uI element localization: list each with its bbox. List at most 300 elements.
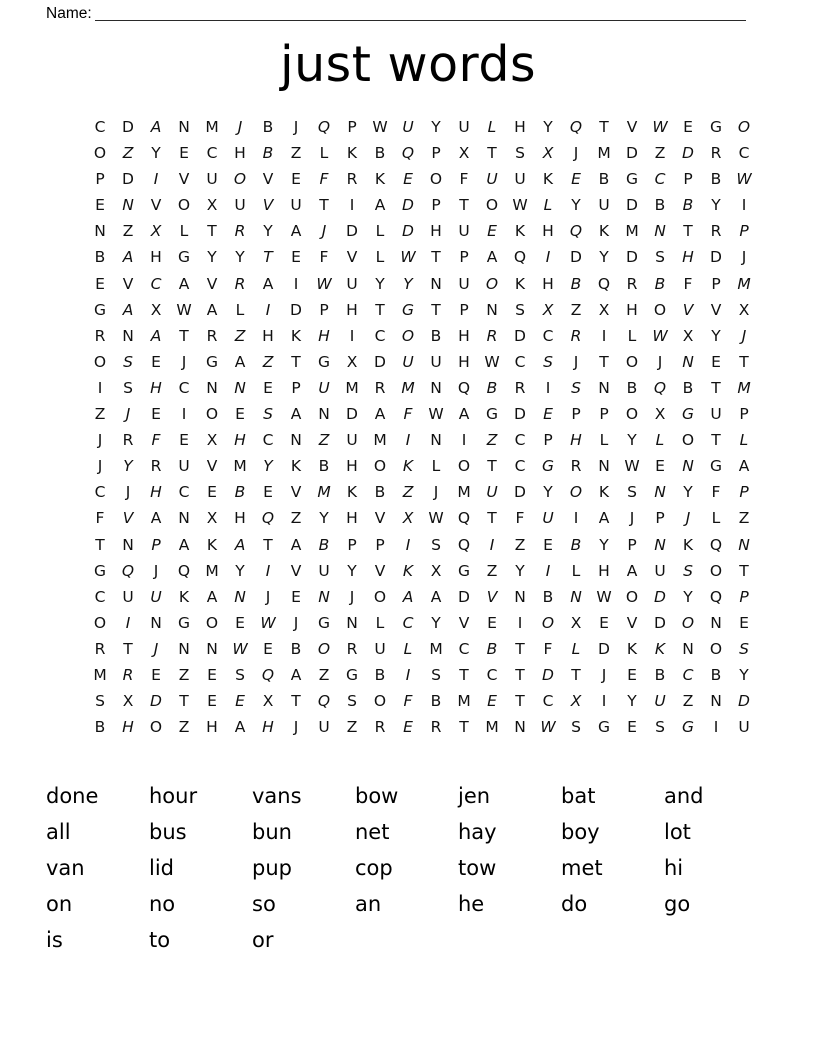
- grid-letter[interactable]: A: [178, 535, 190, 554]
- grid-letter[interactable]: X: [570, 692, 582, 711]
- grid-letter[interactable]: D: [626, 248, 638, 267]
- grid-letter[interactable]: T: [487, 457, 497, 476]
- grid-letter[interactable]: U: [374, 639, 386, 658]
- grid-letter[interactable]: C: [402, 613, 414, 632]
- grid-letter[interactable]: X: [402, 509, 414, 528]
- grid-letter[interactable]: L: [375, 613, 385, 632]
- grid-letter[interactable]: N: [318, 587, 330, 606]
- grid-letter[interactable]: E: [235, 692, 245, 711]
- grid-letter[interactable]: F: [319, 248, 329, 267]
- word-bank-item[interactable]: bat: [561, 784, 596, 808]
- grid-letter[interactable]: J: [293, 613, 299, 632]
- grid-letter[interactable]: K: [598, 222, 610, 241]
- grid-letter[interactable]: U: [178, 457, 190, 476]
- grid-letter[interactable]: E: [403, 718, 413, 737]
- grid-letter[interactable]: C: [514, 352, 526, 371]
- grid-letter[interactable]: L: [711, 509, 721, 528]
- grid-letter[interactable]: P: [431, 144, 441, 163]
- word-bank-item[interactable]: tow: [458, 856, 497, 880]
- grid-letter[interactable]: Z: [122, 222, 134, 241]
- grid-letter[interactable]: Q: [569, 118, 583, 136]
- grid-letter[interactable]: C: [514, 457, 526, 476]
- grid-letter[interactable]: R: [122, 665, 134, 684]
- grid-letter[interactable]: T: [515, 639, 525, 658]
- grid-letter[interactable]: M: [93, 665, 107, 684]
- grid-letter[interactable]: R: [626, 274, 638, 293]
- grid-letter[interactable]: E: [235, 405, 245, 424]
- grid-letter[interactable]: X: [206, 196, 218, 215]
- grid-letter[interactable]: J: [293, 718, 299, 737]
- grid-letter[interactable]: T: [711, 431, 721, 450]
- grid-letter[interactable]: R: [570, 457, 582, 476]
- grid-letter[interactable]: Q: [317, 118, 331, 136]
- grid-letter[interactable]: D: [346, 222, 358, 241]
- grid-letter[interactable]: A: [178, 274, 190, 293]
- grid-letter[interactable]: O: [653, 300, 667, 319]
- grid-letter[interactable]: X: [738, 300, 750, 319]
- grid-letter[interactable]: I: [293, 274, 299, 293]
- grid-letter[interactable]: C: [178, 483, 190, 502]
- grid-letter[interactable]: H: [206, 718, 218, 737]
- grid-letter[interactable]: G: [177, 613, 190, 632]
- grid-letter[interactable]: R: [374, 718, 386, 737]
- grid-letter[interactable]: D: [738, 692, 750, 711]
- grid-letter[interactable]: O: [681, 613, 695, 632]
- grid-letter[interactable]: S: [571, 378, 581, 397]
- grid-letter[interactable]: P: [683, 170, 693, 189]
- grid-letter[interactable]: P: [291, 378, 301, 397]
- grid-letter[interactable]: E: [739, 613, 749, 632]
- grid-letter[interactable]: O: [177, 196, 191, 215]
- grid-letter[interactable]: G: [205, 352, 218, 371]
- grid-letter[interactable]: V: [262, 170, 274, 189]
- grid-letter[interactable]: G: [93, 300, 106, 319]
- grid-letter[interactable]: H: [234, 509, 246, 528]
- grid-letter[interactable]: Y: [375, 274, 385, 293]
- grid-letter[interactable]: J: [349, 587, 355, 606]
- grid-letter[interactable]: C: [374, 326, 386, 345]
- grid-letter[interactable]: I: [349, 326, 355, 345]
- grid-letter[interactable]: A: [206, 300, 218, 319]
- grid-letter[interactable]: G: [93, 561, 106, 580]
- grid-letter[interactable]: A: [486, 248, 498, 267]
- grid-letter[interactable]: R: [150, 457, 162, 476]
- grid-letter[interactable]: V: [290, 561, 302, 580]
- grid-letter[interactable]: T: [571, 665, 581, 684]
- grid-letter[interactable]: H: [458, 352, 470, 371]
- grid-letter[interactable]: I: [573, 509, 579, 528]
- grid-letter[interactable]: B: [318, 535, 330, 554]
- grid-letter[interactable]: E: [207, 483, 217, 502]
- grid-letter[interactable]: Z: [122, 144, 134, 163]
- grid-letter[interactable]: H: [542, 274, 554, 293]
- grid-letter[interactable]: U: [318, 718, 330, 737]
- grid-letter[interactable]: D: [402, 222, 414, 241]
- word-bank-item[interactable]: cop: [355, 856, 393, 880]
- grid-letter[interactable]: N: [234, 378, 246, 397]
- grid-letter[interactable]: D: [402, 196, 414, 215]
- grid-letter[interactable]: O: [569, 483, 583, 502]
- grid-letter[interactable]: R: [346, 170, 358, 189]
- grid-letter[interactable]: X: [430, 561, 442, 580]
- grid-letter[interactable]: W: [512, 196, 528, 215]
- grid-letter[interactable]: J: [685, 509, 691, 528]
- grid-letter[interactable]: I: [489, 535, 495, 554]
- grid-letter[interactable]: R: [486, 326, 498, 345]
- grid-letter[interactable]: F: [95, 509, 105, 528]
- grid-letter[interactable]: S: [431, 535, 441, 554]
- grid-letter[interactable]: S: [123, 378, 133, 397]
- word-bank-item[interactable]: done: [46, 784, 99, 808]
- grid-letter[interactable]: J: [153, 561, 159, 580]
- word-bank-item[interactable]: so: [252, 892, 276, 916]
- grid-letter[interactable]: L: [403, 639, 413, 658]
- grid-letter[interactable]: K: [206, 535, 218, 554]
- grid-letter[interactable]: W: [400, 248, 416, 267]
- grid-letter[interactable]: J: [573, 144, 579, 163]
- word-bank-item[interactable]: lid: [149, 856, 174, 880]
- grid-letter[interactable]: Z: [178, 665, 190, 684]
- grid-letter[interactable]: R: [346, 639, 358, 658]
- word-bank-item[interactable]: bow: [355, 784, 399, 808]
- grid-letter[interactable]: L: [179, 222, 189, 241]
- grid-letter[interactable]: R: [122, 431, 134, 450]
- grid-letter[interactable]: G: [317, 352, 330, 371]
- grid-letter[interactable]: T: [179, 692, 189, 711]
- grid-letter[interactable]: B: [430, 326, 442, 345]
- grid-letter[interactable]: B: [262, 118, 274, 136]
- grid-letter[interactable]: B: [94, 248, 106, 267]
- grid-letter[interactable]: U: [318, 378, 330, 397]
- grid-letter[interactable]: S: [263, 405, 273, 424]
- grid-letter[interactable]: J: [237, 118, 243, 136]
- grid-letter[interactable]: K: [654, 639, 666, 658]
- grid-letter[interactable]: T: [95, 535, 105, 554]
- grid-letter[interactable]: H: [318, 326, 330, 345]
- grid-letter[interactable]: N: [178, 509, 190, 528]
- grid-letter[interactable]: C: [738, 144, 750, 163]
- grid-letter[interactable]: K: [374, 170, 386, 189]
- grid-letter[interactable]: L: [235, 300, 245, 319]
- grid-letter[interactable]: Y: [627, 431, 637, 450]
- grid-letter[interactable]: B: [654, 274, 666, 293]
- grid-letter[interactable]: S: [95, 692, 105, 711]
- grid-letter[interactable]: T: [263, 248, 273, 267]
- grid-letter[interactable]: T: [739, 561, 749, 580]
- grid-letter[interactable]: Y: [599, 535, 609, 554]
- grid-letter[interactable]: B: [654, 196, 666, 215]
- grid-letter[interactable]: B: [598, 170, 610, 189]
- grid-letter[interactable]: T: [711, 378, 721, 397]
- grid-letter[interactable]: W: [736, 170, 752, 189]
- grid-letter[interactable]: J: [321, 222, 327, 241]
- grid-letter[interactable]: S: [739, 639, 749, 658]
- grid-letter[interactable]: H: [150, 483, 162, 502]
- grid-letter[interactable]: Y: [319, 509, 329, 528]
- grid-letter[interactable]: G: [345, 665, 358, 684]
- grid-letter[interactable]: N: [346, 613, 358, 632]
- grid-letter[interactable]: I: [125, 613, 131, 632]
- grid-letter[interactable]: N: [178, 118, 190, 136]
- grid-letter[interactable]: P: [739, 587, 749, 606]
- grid-letter[interactable]: X: [150, 300, 162, 319]
- grid-letter[interactable]: U: [234, 196, 246, 215]
- grid-letter[interactable]: E: [235, 613, 245, 632]
- grid-letter[interactable]: Q: [261, 665, 275, 684]
- grid-letter[interactable]: D: [682, 144, 694, 163]
- grid-letter[interactable]: U: [542, 509, 554, 528]
- grid-letter[interactable]: U: [654, 692, 666, 711]
- grid-letter[interactable]: O: [233, 170, 247, 189]
- grid-letter[interactable]: S: [515, 300, 525, 319]
- grid-letter[interactable]: Y: [263, 457, 273, 476]
- grid-letter[interactable]: X: [598, 300, 610, 319]
- grid-letter[interactable]: O: [457, 457, 471, 476]
- grid-letter[interactable]: Y: [627, 692, 637, 711]
- grid-letter[interactable]: O: [401, 326, 415, 345]
- grid-letter[interactable]: I: [405, 431, 411, 450]
- word-bank-item[interactable]: pup: [252, 856, 292, 880]
- grid-letter[interactable]: O: [205, 405, 219, 424]
- grid-letter[interactable]: H: [262, 326, 274, 345]
- grid-letter[interactable]: C: [206, 144, 218, 163]
- grid-letter[interactable]: G: [681, 718, 694, 737]
- grid-letter[interactable]: U: [150, 587, 162, 606]
- grid-letter[interactable]: M: [373, 431, 387, 450]
- grid-letter[interactable]: U: [430, 352, 442, 371]
- grid-letter[interactable]: Q: [457, 535, 471, 554]
- grid-letter[interactable]: H: [598, 561, 610, 580]
- grid-letter[interactable]: E: [263, 483, 273, 502]
- grid-letter[interactable]: N: [430, 274, 442, 293]
- grid-letter[interactable]: B: [94, 718, 106, 737]
- grid-letter[interactable]: B: [290, 639, 302, 658]
- grid-letter[interactable]: Y: [235, 561, 245, 580]
- grid-letter[interactable]: D: [514, 405, 526, 424]
- grid-letter[interactable]: L: [319, 144, 329, 163]
- grid-letter[interactable]: W: [624, 457, 640, 476]
- grid-letter[interactable]: L: [571, 561, 581, 580]
- grid-letter[interactable]: H: [626, 300, 638, 319]
- grid-letter[interactable]: S: [347, 692, 357, 711]
- grid-letter[interactable]: T: [599, 352, 609, 371]
- grid-letter[interactable]: W: [428, 405, 444, 424]
- grid-letter[interactable]: H: [234, 144, 246, 163]
- grid-letter[interactable]: T: [487, 144, 497, 163]
- grid-letter[interactable]: U: [458, 274, 470, 293]
- grid-letter[interactable]: I: [405, 535, 411, 554]
- grid-letter[interactable]: P: [319, 300, 329, 319]
- grid-letter[interactable]: Y: [599, 248, 609, 267]
- grid-letter[interactable]: Z: [346, 718, 358, 737]
- grid-letter[interactable]: G: [597, 718, 610, 737]
- grid-letter[interactable]: H: [682, 248, 694, 267]
- grid-letter[interactable]: P: [151, 535, 161, 554]
- grid-letter[interactable]: T: [123, 639, 133, 658]
- grid-letter[interactable]: V: [458, 613, 470, 632]
- grid-letter[interactable]: A: [290, 665, 302, 684]
- grid-letter[interactable]: O: [93, 613, 107, 632]
- grid-letter[interactable]: L: [655, 431, 665, 450]
- grid-letter[interactable]: V: [122, 509, 134, 528]
- grid-letter[interactable]: H: [346, 300, 358, 319]
- grid-letter[interactable]: U: [346, 274, 358, 293]
- grid-letter[interactable]: K: [598, 483, 610, 502]
- grid-letter[interactable]: A: [234, 352, 246, 371]
- grid-letter[interactable]: X: [150, 222, 162, 241]
- grid-letter[interactable]: B: [374, 665, 386, 684]
- grid-letter[interactable]: N: [682, 639, 694, 658]
- grid-letter[interactable]: Q: [653, 378, 667, 397]
- word-bank-item[interactable]: net: [355, 820, 390, 844]
- grid-letter[interactable]: O: [625, 587, 639, 606]
- grid-letter[interactable]: I: [741, 196, 747, 215]
- grid-letter[interactable]: N: [598, 457, 610, 476]
- grid-letter[interactable]: I: [461, 431, 467, 450]
- grid-letter[interactable]: Q: [401, 144, 415, 163]
- grid-letter[interactable]: Q: [709, 587, 723, 606]
- grid-letter[interactable]: D: [654, 613, 666, 632]
- word-bank-item[interactable]: hour: [149, 784, 198, 808]
- grid-letter[interactable]: N: [738, 535, 750, 554]
- grid-letter[interactable]: R: [710, 144, 722, 163]
- grid-letter[interactable]: F: [403, 405, 413, 424]
- grid-letter[interactable]: P: [571, 405, 581, 424]
- grid-letter[interactable]: G: [457, 561, 470, 580]
- word-bank-item[interactable]: do: [561, 892, 588, 916]
- grid-letter[interactable]: O: [93, 352, 107, 371]
- word-bank-item[interactable]: is: [46, 928, 63, 952]
- grid-letter[interactable]: L: [543, 196, 553, 215]
- grid-letter[interactable]: A: [374, 196, 386, 215]
- grid-letter[interactable]: N: [514, 587, 526, 606]
- grid-letter[interactable]: I: [545, 561, 551, 580]
- grid-letter[interactable]: O: [625, 352, 639, 371]
- grid-letter[interactable]: D: [290, 300, 302, 319]
- grid-letter[interactable]: Z: [570, 300, 582, 319]
- grid-letter[interactable]: X: [262, 692, 274, 711]
- grid-letter[interactable]: U: [346, 431, 358, 450]
- grid-letter[interactable]: I: [97, 378, 103, 397]
- grid-letter[interactable]: Y: [403, 274, 413, 293]
- grid-letter[interactable]: A: [290, 405, 302, 424]
- grid-letter[interactable]: C: [682, 665, 694, 684]
- grid-letter[interactable]: A: [290, 222, 302, 241]
- grid-letter[interactable]: R: [430, 718, 442, 737]
- grid-letter[interactable]: R: [710, 222, 722, 241]
- grid-letter[interactable]: C: [178, 378, 190, 397]
- grid-letter[interactable]: J: [433, 483, 439, 502]
- grid-letter[interactable]: Y: [739, 665, 749, 684]
- grid-letter[interactable]: P: [739, 483, 749, 502]
- grid-letter[interactable]: V: [374, 509, 386, 528]
- grid-letter[interactable]: G: [485, 405, 498, 424]
- grid-letter[interactable]: H: [346, 457, 358, 476]
- grid-letter[interactable]: E: [151, 665, 161, 684]
- grid-letter[interactable]: J: [181, 352, 187, 371]
- grid-letter[interactable]: M: [345, 378, 359, 397]
- grid-letter[interactable]: T: [459, 196, 469, 215]
- grid-letter[interactable]: Z: [318, 665, 330, 684]
- grid-letter[interactable]: R: [374, 378, 386, 397]
- grid-letter[interactable]: P: [431, 196, 441, 215]
- grid-letter[interactable]: D: [514, 326, 526, 345]
- grid-letter[interactable]: C: [654, 170, 666, 189]
- word-bank-item[interactable]: to: [149, 928, 171, 952]
- grid-letter[interactable]: U: [486, 483, 498, 502]
- grid-letter[interactable]: Z: [318, 431, 330, 450]
- word-bank-item[interactable]: bus: [149, 820, 187, 844]
- grid-letter[interactable]: P: [627, 535, 637, 554]
- grid-letter[interactable]: B: [626, 378, 638, 397]
- grid-letter[interactable]: J: [265, 587, 271, 606]
- grid-letter[interactable]: Y: [347, 561, 357, 580]
- grid-letter[interactable]: T: [599, 118, 609, 136]
- grid-letter[interactable]: D: [542, 665, 554, 684]
- grid-letter[interactable]: R: [234, 274, 246, 293]
- grid-letter[interactable]: E: [263, 639, 273, 658]
- grid-letter[interactable]: N: [570, 587, 582, 606]
- grid-letter[interactable]: E: [599, 613, 609, 632]
- grid-letter[interactable]: U: [458, 118, 470, 136]
- grid-letter[interactable]: M: [401, 378, 415, 397]
- grid-letter[interactable]: V: [150, 196, 162, 215]
- grid-letter[interactable]: F: [543, 639, 553, 658]
- grid-letter[interactable]: N: [234, 587, 246, 606]
- grid-letter[interactable]: D: [514, 483, 526, 502]
- grid-letter[interactable]: O: [317, 639, 331, 658]
- grid-letter[interactable]: Z: [178, 718, 190, 737]
- grid-letter[interactable]: M: [597, 144, 611, 163]
- grid-letter[interactable]: T: [515, 665, 525, 684]
- grid-letter[interactable]: O: [205, 613, 219, 632]
- grid-letter[interactable]: P: [655, 509, 665, 528]
- grid-letter[interactable]: U: [402, 352, 414, 371]
- grid-letter[interactable]: O: [709, 639, 723, 658]
- grid-letter[interactable]: A: [206, 587, 218, 606]
- grid-letter[interactable]: O: [485, 196, 499, 215]
- grid-letter[interactable]: A: [290, 535, 302, 554]
- grid-letter[interactable]: L: [431, 457, 441, 476]
- grid-letter[interactable]: S: [655, 718, 665, 737]
- grid-letter[interactable]: P: [543, 431, 553, 450]
- grid-letter[interactable]: E: [207, 692, 217, 711]
- grid-letter[interactable]: T: [431, 300, 441, 319]
- grid-letter[interactable]: O: [373, 587, 387, 606]
- grid-letter[interactable]: N: [682, 457, 694, 476]
- grid-letter[interactable]: Z: [682, 692, 694, 711]
- grid-letter[interactable]: T: [683, 222, 693, 241]
- grid-letter[interactable]: K: [514, 222, 526, 241]
- grid-letter[interactable]: O: [737, 118, 751, 136]
- grid-letter[interactable]: S: [571, 718, 581, 737]
- grid-letter[interactable]: U: [486, 170, 498, 189]
- word-bank-item[interactable]: no: [149, 892, 176, 916]
- name-write-in-line[interactable]: [95, 20, 746, 21]
- grid-letter[interactable]: P: [459, 248, 469, 267]
- grid-letter[interactable]: N: [710, 613, 722, 632]
- grid-letter[interactable]: E: [487, 613, 497, 632]
- grid-letter[interactable]: N: [122, 535, 134, 554]
- grid-letter[interactable]: N: [150, 613, 162, 632]
- grid-letter[interactable]: M: [233, 457, 247, 476]
- word-bank-item[interactable]: vans: [252, 784, 302, 808]
- grid-letter[interactable]: B: [430, 692, 442, 711]
- word-bank-item[interactable]: van: [46, 856, 85, 880]
- grid-letter[interactable]: E: [263, 378, 273, 397]
- grid-letter[interactable]: E: [95, 196, 105, 215]
- grid-letter[interactable]: E: [683, 118, 693, 136]
